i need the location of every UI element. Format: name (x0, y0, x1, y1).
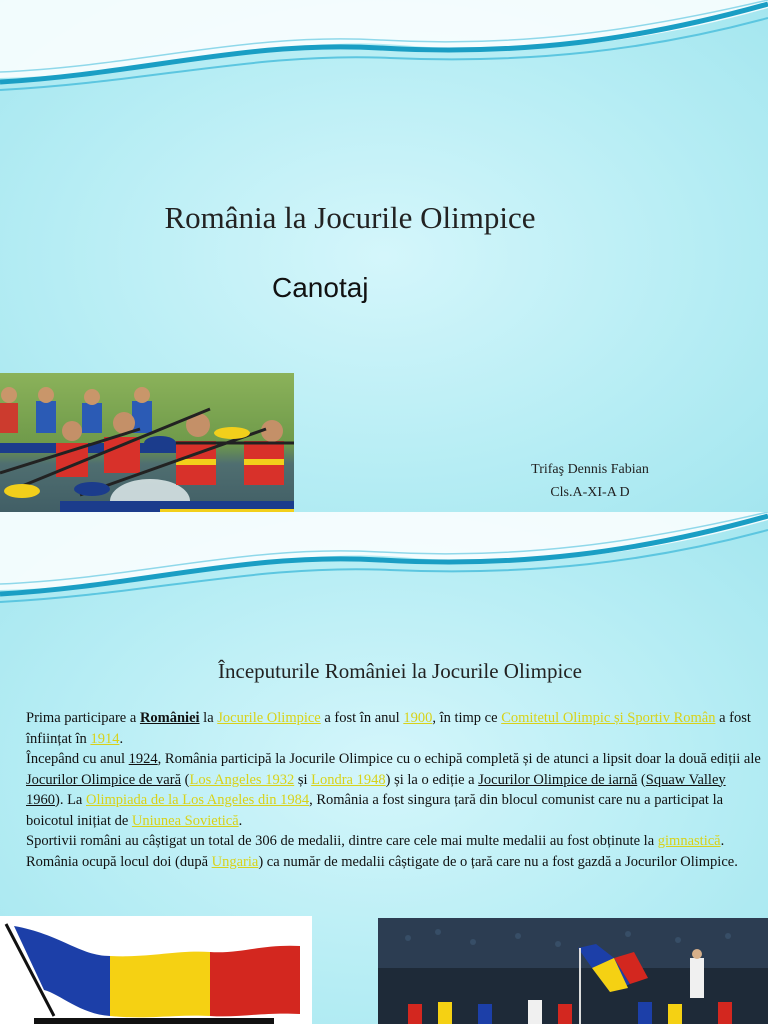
link-winter-olympics[interactable]: Jocurilor Olimpice de iarnă (478, 771, 638, 788)
link-gymnastics[interactable]: gimnastică (657, 833, 721, 849)
link-london-1948[interactable]: Londra 1948 (311, 771, 386, 788)
text: Sportivii români au câștigat un total de 306 de medalii, dintre care cele mai multe medalii au fost obținute la (26, 833, 658, 849)
text: ). La (55, 792, 86, 808)
paragraph-first-participation (26, 708, 766, 749)
text: a fost în anul (320, 710, 404, 726)
olympic-parade-photo (378, 918, 768, 1024)
text: ( (181, 771, 190, 788)
text: , în timp ce (432, 710, 502, 726)
wave-decoration (0, 512, 768, 612)
link-year-1900[interactable]: 1900 (403, 710, 433, 726)
author-block (490, 458, 690, 504)
link-summer-olympics[interactable]: Jocurilor Olimpice de vară (26, 771, 182, 788)
link-year-1924[interactable]: 1924 (128, 751, 158, 767)
link-hungary[interactable]: Ungaria (211, 853, 259, 870)
text: ) și la o ediție a (385, 771, 479, 788)
romanian-flag-image (0, 916, 312, 1024)
link-los-angeles-1932[interactable]: Los Angeles 1932 (189, 771, 295, 788)
slide-title: România la Jocurile Olimpice (164, 200, 536, 235)
text: , România a fost singura țară din blocul comunist care nu a participat la boicotul inițiat de (26, 792, 724, 829)
slide-subtitle: Canotaj (272, 272, 369, 303)
body-text (26, 708, 766, 872)
history-slide (0, 512, 768, 1024)
text: ( (637, 771, 646, 788)
text: a fost înființat în (26, 710, 751, 747)
link-year-1914[interactable]: 1914 (90, 730, 120, 747)
author-class: Cls.A-XI-A D (550, 485, 630, 500)
paragraph-participation-history (26, 749, 766, 831)
paragraph-medals (26, 831, 766, 872)
text: , România participă la Jocurile Olimpice cu o echipă completă și de atunci a lipsit doar la două ediții ale (157, 751, 761, 767)
text: la (199, 710, 218, 726)
text: . (238, 812, 243, 829)
wave-decoration (0, 0, 768, 100)
kayak-team-photo (0, 373, 294, 512)
link-cosr[interactable]: Comitetul Olimpic și Sportiv Român (501, 710, 716, 726)
author-name: Trifaş Dennis Fabian (531, 462, 649, 477)
link-soviet-union[interactable]: Uniunea Sovietică (131, 812, 239, 829)
text: Prima participare a (26, 710, 140, 726)
text: . (119, 730, 124, 747)
slide-title: Începuturile României la Jocurile Olimpice (218, 659, 582, 683)
link-squaw-valley-1960[interactable]: Squaw Valley 1960 (26, 771, 726, 808)
link-olympic-games[interactable]: Jocurile Olimpice (217, 710, 321, 726)
text: și (294, 771, 312, 788)
link-los-angeles-1984[interactable]: Olimpiada de la Los Angeles din 1984 (86, 792, 310, 808)
text: Începând cu anul (26, 751, 129, 767)
text: ) ca număr de medalii câștigate de o țară care nu a fost gazdă a Jocurilor Olimpice. (258, 853, 738, 870)
link-romania[interactable]: României (139, 710, 200, 726)
text: . România ocupă locul doi (după (26, 833, 725, 870)
